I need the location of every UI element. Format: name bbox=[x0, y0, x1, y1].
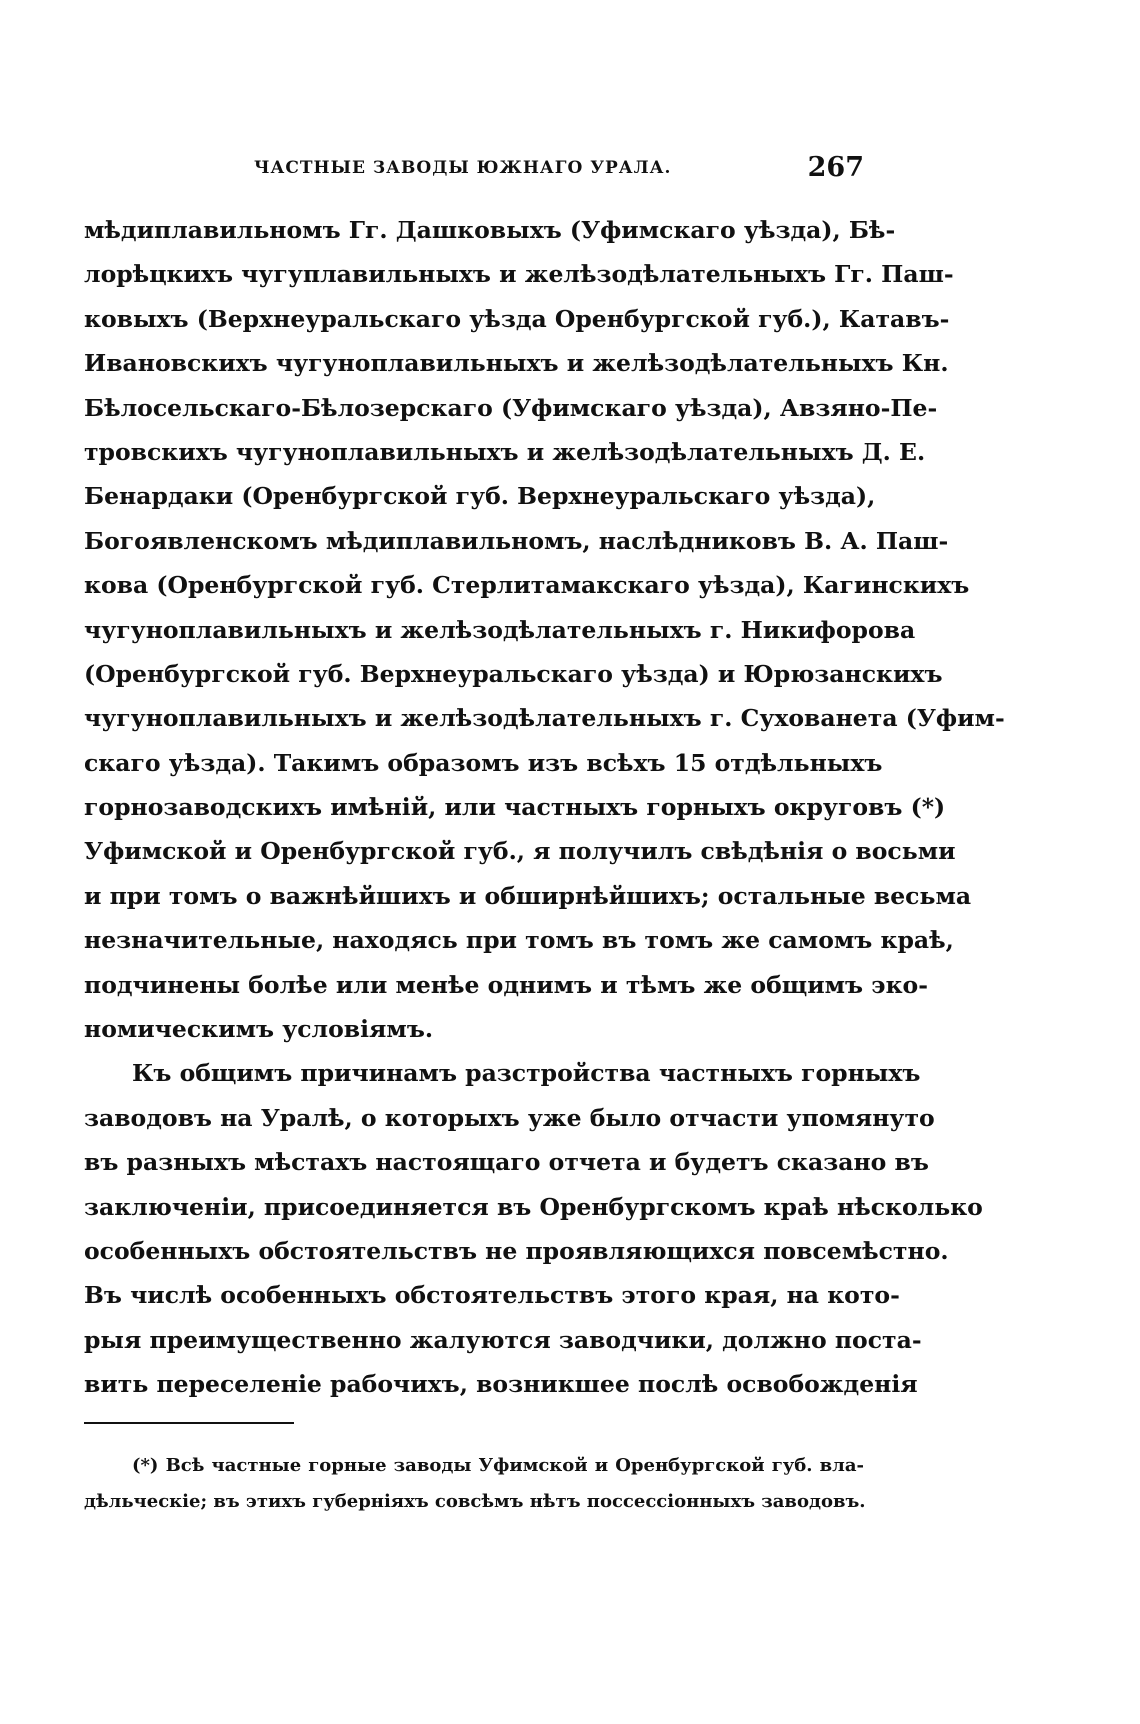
text-line-paragraph-end: номическимъ условіямъ. bbox=[84, 1015, 434, 1044]
page-number: 267 bbox=[807, 152, 864, 183]
text-line: подчинены болѣе или менѣе однимъ и тѣмъ же общимъ эко- bbox=[84, 970, 928, 999]
text-line: Ивановскихъ чугуноплавильныхъ и желѣзодѣлательныхъ Кн. bbox=[84, 349, 949, 378]
text-line: скаго уѣзда). Такимъ образомъ изъ всѣхъ 15 отдѣльныхъ bbox=[84, 748, 883, 777]
footnote-line: дѣльческіе; въ этихъ губерніяхъ совсѣмъ нѣтъ поссессіонныхъ заводовъ. bbox=[84, 1491, 866, 1512]
text-line: Богоявленскомъ мѣдиплавильномъ, наслѣдниковъ В. А. Паш- bbox=[84, 526, 949, 555]
text-line: Бѣлосельскаго-Бѣлозерскаго (Уфимскаго уѣзда), Авзяно-Пе- bbox=[84, 393, 938, 422]
text-line: и при томъ о важнѣйшихъ и обширнѣйшихъ; остальные весьма bbox=[84, 881, 972, 910]
text-line: кова (Оренбургской губ. Стерлитамакскаго уѣзда), Кагинскихъ bbox=[84, 571, 970, 600]
footnotes bbox=[84, 1448, 864, 1520]
text-line: заводовъ на Уралѣ, о которыхъ уже было отчасти упомянуто bbox=[84, 1103, 935, 1132]
text-line: заключеніи, присоединяется въ Оренбургскомъ краѣ нѣсколько bbox=[84, 1192, 983, 1221]
text-line: вить переселеніе рабочихъ, возникшее послѣ освобожденія bbox=[84, 1370, 918, 1399]
text-line: рыя преимущественно жалуются заводчики, должно поста- bbox=[84, 1325, 922, 1354]
text-line: Бенардаки (Оренбургской губ. Верхнеуральскаго уѣзда), bbox=[84, 482, 876, 511]
running-title: ЧАСТНЫЕ ЗАВОДЫ ЮЖНАГО УРАЛА. bbox=[254, 158, 672, 178]
text-line: незначительные, находясь при томъ въ томъ же самомъ краѣ, bbox=[84, 926, 954, 955]
body-text bbox=[84, 208, 1005, 1407]
footnote-divider bbox=[84, 1422, 294, 1424]
text-line: мѣдиплавильномъ Гг. Дашковыхъ (Уфимскаго уѣзда), Бѣ- bbox=[84, 216, 896, 244]
text-line: Уфимской и Оренбургской губ., я получилъ свѣдѣнія о восьми bbox=[84, 837, 956, 866]
text-line: въ разныхъ мѣстахъ настоящаго отчета и будетъ сказано въ bbox=[84, 1148, 929, 1177]
footnote-line: (*) Всѣ частные горные заводы Уфимской и Оренбургской губ. вла- bbox=[132, 1455, 864, 1476]
text-line: горнозаводскихъ имѣній, или частныхъ горныхъ округовъ (*) bbox=[84, 793, 946, 822]
running-head bbox=[84, 152, 864, 192]
text-line: тровскихъ чугуноплавильныхъ и желѣзодѣлательныхъ Д. Е. bbox=[84, 437, 926, 466]
text-line: чугуноплавильныхъ и желѣзодѣлательныхъ г. Сухованета (Уфим- bbox=[84, 704, 1005, 733]
text-line: (Оренбургской губ. Верхнеуральскаго уѣзда) и Юрюзанскихъ bbox=[84, 659, 943, 688]
text-line: лорѣцкихъ чугуплавильныхъ и желѣзодѣлательныхъ Гг. Паш- bbox=[84, 260, 954, 289]
text-line: особенныхъ обстоятельствъ не проявляющихся повсемѣстно. bbox=[84, 1236, 949, 1265]
text-line: ковыхъ (Верхнеуральскаго уѣзда Оренбургской губ.), Катавъ- bbox=[84, 304, 950, 333]
text-line: чугуноплавильныхъ и желѣзодѣлательныхъ г. Никифорова bbox=[84, 615, 916, 644]
text-line: Въ числѣ особенныхъ обстоятельствъ этого края, на кото- bbox=[84, 1281, 900, 1310]
text-line-paragraph-start: Къ общимъ причинамъ разстройства частныхъ горныхъ bbox=[132, 1059, 921, 1088]
